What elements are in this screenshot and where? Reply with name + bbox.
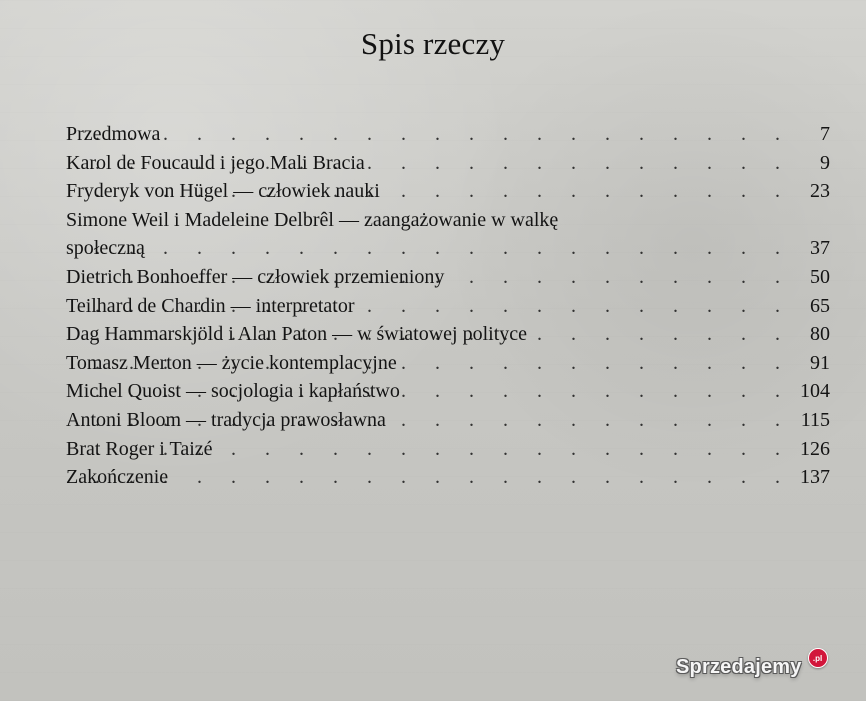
table-of-contents xyxy=(66,120,830,492)
toc-page-number: 91 xyxy=(810,351,830,374)
toc-entry xyxy=(66,463,830,492)
toc-entry-continued xyxy=(66,234,830,263)
toc-entry xyxy=(66,377,830,406)
toc-entry-text: Zakończenie xyxy=(66,466,169,489)
toc-entry xyxy=(66,206,830,235)
toc-page-number: 80 xyxy=(810,323,830,346)
toc-page-number: 37 xyxy=(810,237,830,260)
toc-entry-text: społeczną xyxy=(66,237,145,260)
toc-entry-text: Simone Weil i Madeleine Delbrêl — zaangażowanie w walkę xyxy=(66,208,559,231)
toc-entry-text: Brat Roger i Taizé xyxy=(66,437,213,460)
toc-entry-text: Karol de Foucauld i jego Mali Bracia xyxy=(66,151,365,174)
toc-entry xyxy=(66,120,830,149)
toc-entry-text: Dietrich Bonhoeffer — człowiek przemieniony xyxy=(66,265,445,288)
toc-entry xyxy=(66,177,830,206)
toc-entry xyxy=(66,292,830,321)
toc-entry-text: Dag Hammarskjöld i Alan Paton — w światowej polityce xyxy=(66,323,528,346)
toc-page-number: 104 xyxy=(800,380,830,403)
toc-entry-text: Przedmowa xyxy=(66,123,161,145)
watermark-badge-icon: .pl xyxy=(808,648,828,668)
toc-page-number: 50 xyxy=(810,265,830,288)
toc-page-number: 65 xyxy=(810,294,830,317)
dot-leader xyxy=(66,234,792,263)
toc-entry xyxy=(66,149,830,178)
toc-entry-text: Teilhard de Chardin — interpretator xyxy=(66,294,355,317)
toc-page-number: 23 xyxy=(810,180,830,203)
toc-page-number: 9 xyxy=(820,151,830,174)
toc-entry xyxy=(66,349,830,378)
toc-page-number: 137 xyxy=(800,466,830,489)
toc-page-number: 126 xyxy=(800,437,830,460)
toc-entry xyxy=(66,320,830,349)
toc-entry-text: Michel Quoist — socjologia i kapłaństwo xyxy=(66,380,400,403)
toc-entry-text: Fryderyk von Hügel — człowiek nauki xyxy=(66,180,380,203)
dot-leader xyxy=(66,463,792,492)
toc-entry xyxy=(66,406,830,435)
toc-page-number: 7 xyxy=(820,123,830,145)
toc-entry-text: Tomasz Merton — życie kontemplacyjne xyxy=(66,351,397,374)
dot-leader xyxy=(66,120,792,149)
site-watermark xyxy=(676,650,828,684)
toc-page-number: 115 xyxy=(800,408,830,431)
toc-entry-text: Antoni Bloom — tradycja prawosławna xyxy=(66,408,386,431)
page-title: Spis rzeczy xyxy=(360,26,506,61)
toc-entry xyxy=(66,435,830,464)
watermark-brand: Sprzedajemy xyxy=(676,655,802,678)
toc-entry xyxy=(66,263,830,292)
